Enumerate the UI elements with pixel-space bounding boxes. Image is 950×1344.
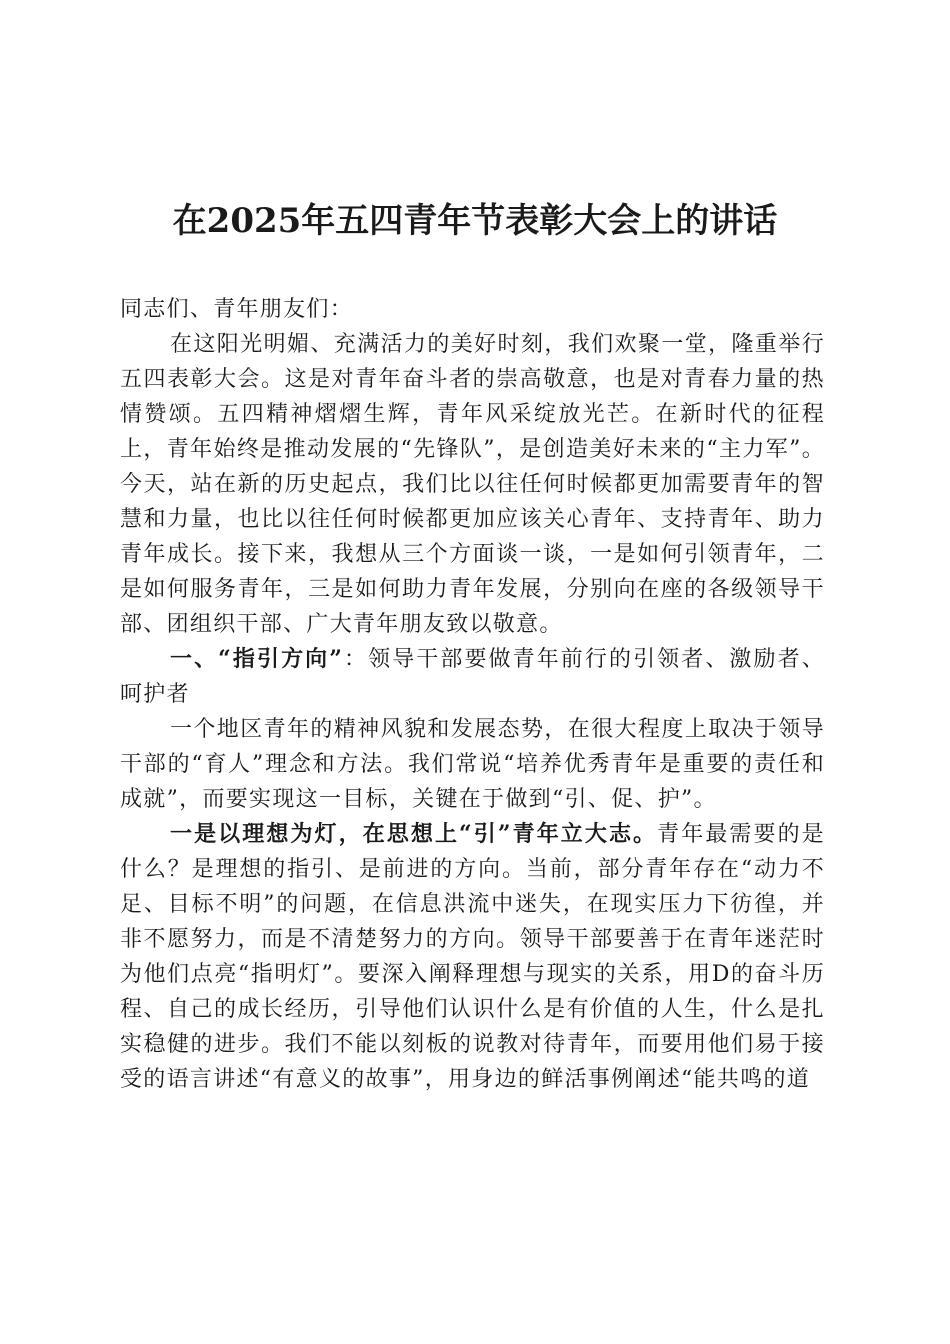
paragraph-point-1	[120, 817, 825, 1097]
paragraph-section1-intro: 一个地区青年的精神风貌和发展态势，在很大程度上取决于领导干部的“育人”理念和方法。我们常说“培养优秀青年是重要的责任和成就”，而要实现这一目标，关键在于做到“引、促、护”。	[120, 717, 825, 812]
section-heading-1-bold: 一、“指引方向”	[170, 646, 344, 672]
paragraph-intro: 在这阳光明媚、充满活力的美好时刻，我们欢聚一堂，隆重举行五四表彰大会。这是对青年奋斗者的崇高敬意，也是对青春力量的热情赞颂。五四精神熠熠生辉，青年风采绽放光芒。在新时代的征程上，青年始终是推动发展的“先锋队”，是创造美好未来的“主力军”。今天，站在新的历史起点，我们比以往任何时候都更加需要青年的智慧和力量，也比以往任何时候都更加应该关心青年、支持青年、助力青年成长。接下来，我想从三个方面谈一谈，一是如何引领青年，二是如何服务青年，三是如何助力青年发展，分别向在座的各级领导干部、团组织干部、广大青年朋友致以敬意。	[120, 332, 825, 637]
section-heading-1	[120, 642, 825, 712]
document-title: 在2025年五四青年节表彰大会上的讲话	[172, 201, 778, 241]
document-body	[120, 292, 825, 1097]
point-1-lead: 一是以理想为灯，在思想上“引”青年立大志。	[170, 821, 658, 847]
point-1-text: 青年最需要的是什么？是理想的指引、是前进的方向。当前，部分青年存在“动力不足、目标不明”的问题，在信息洪流中迷失，在现实压力下彷徨，并非不愿努力，而是不清楚努力的方向。领导干部要善于在青年迷茫时为他们点亮“指明灯”。要深入阐释理想与现实的关系，用D的奋斗历程、自己的成长经历，引导他们认识什么是有价值的人生，什么是扎实稳健的进步。我们不能以刻板的说教对待青年，而要用他们易于接受的语言讲述“有意义的故事”，用身边的鲜活事例阐述“能共鸣的道	[120, 822, 825, 1092]
salutation: 同志们、青年朋友们：	[120, 297, 354, 322]
section-heading-1-rest: ：领导干部要做青年前行的引领者、激励者、呵护者	[120, 647, 825, 707]
